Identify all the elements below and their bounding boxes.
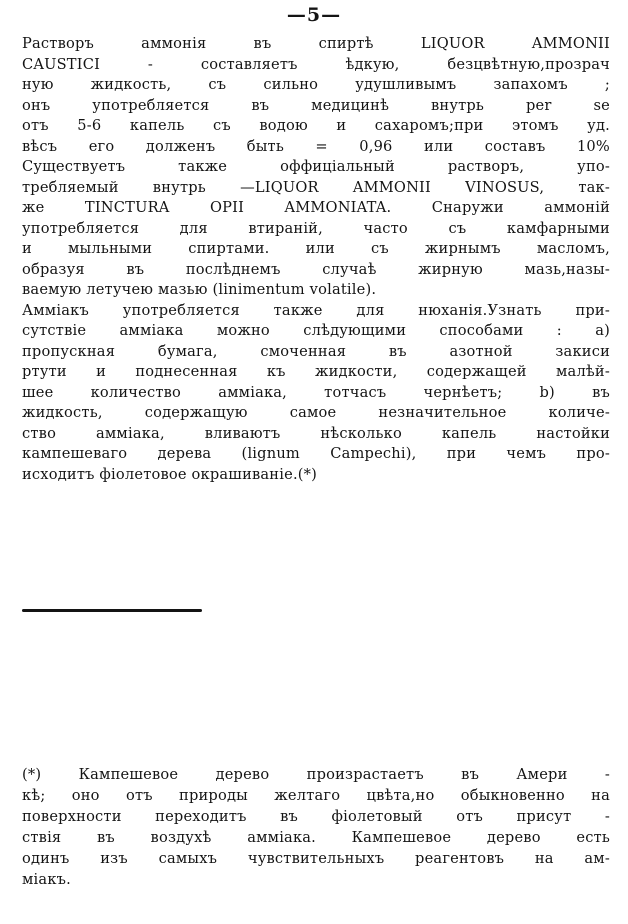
- page-number: —5—: [286, 4, 342, 26]
- text-line: Существуетъ также оффиціальный растворъ, упо-: [22, 158, 610, 175]
- footnote-separator-rule: [22, 609, 202, 612]
- text-line: пропускная бумага, смоченная въ азотной закиси: [22, 342, 610, 360]
- text-line: ство аммiака, вливаютъ нѣсколько капель настойки: [22, 424, 610, 442]
- text-line: Аммiакъ употребляется также для нюханія.Узнать при-: [22, 301, 610, 319]
- footnote-line: міакъ.: [22, 871, 71, 888]
- text-line: ртути и поднесенная къ жидкости, содержащей малѣй-: [22, 363, 610, 380]
- text-line: CAUSTICI - составляетъ ѣдкую, безцвѣтную,прозрач: [22, 55, 610, 73]
- text-line: кампешеваго дерева (lignum Campechi), при чемъ про-: [22, 445, 610, 462]
- text-line: отъ 5-6 капель съ водою и сахаромъ;при этомъ уд.: [22, 117, 610, 134]
- footnote: [22, 764, 610, 890]
- footnote-line: одинъ изъ самыхъ чувствительныхъ реагентовъ на ам-: [22, 850, 610, 867]
- text-line: жидкость, содержащую самое незначительное количе-: [22, 404, 610, 421]
- footnote-line: кѣ; оно отъ природы желтаго цвѣта,но обыкновенно на: [22, 787, 610, 804]
- text-line: образуя въ послѣднемъ случаѣ жирную мазь,назы-: [22, 260, 610, 278]
- text-line: и мыльными спиртами. или съ жирнымъ масломъ,: [22, 240, 610, 257]
- text-line: шее количество аммiака, тотчасъ чернѣетъ; b) въ: [22, 383, 610, 401]
- text-line: Растворъ аммонія въ спиртѣ LIQUOR AMMONII: [22, 35, 610, 52]
- main-text: [22, 34, 610, 485]
- text-line: вѣсъ его долженъ быть = 0,96 или составъ 10%: [22, 137, 610, 155]
- footnote-line: (*) Кампешевое дерево произрастаетъ въ Амери -: [22, 766, 610, 783]
- text-line: исходитъ фіолетовое окрашиваніе.(*): [22, 465, 318, 483]
- footnote-line: ствія въ воздухѣ аммiака. Кампешевое дерево есть: [22, 829, 610, 846]
- text-line: же TINCTURA OPII AMMONIATA. Снаружи аммоній: [22, 199, 610, 216]
- text-line: употребляется для втираній, часто съ камфарными: [22, 219, 610, 237]
- text-line: требляемый внутрь —LIQUOR AMMONII VINOSUS, так-: [22, 178, 610, 196]
- text-line: ную жидкость, съ сильно удушливымъ запахомъ ;: [22, 76, 610, 93]
- text-line: онъ употребляется въ медицинѣ внутрь per se: [22, 96, 610, 114]
- text-line: сутствіе аммiака можно слѣдующими способами : а): [22, 322, 610, 339]
- text-line: ваемую летучею мазью (linimentum volatile).: [22, 281, 377, 298]
- footnote-line: поверхности переходитъ въ фіолетовый отъ присут -: [22, 808, 610, 825]
